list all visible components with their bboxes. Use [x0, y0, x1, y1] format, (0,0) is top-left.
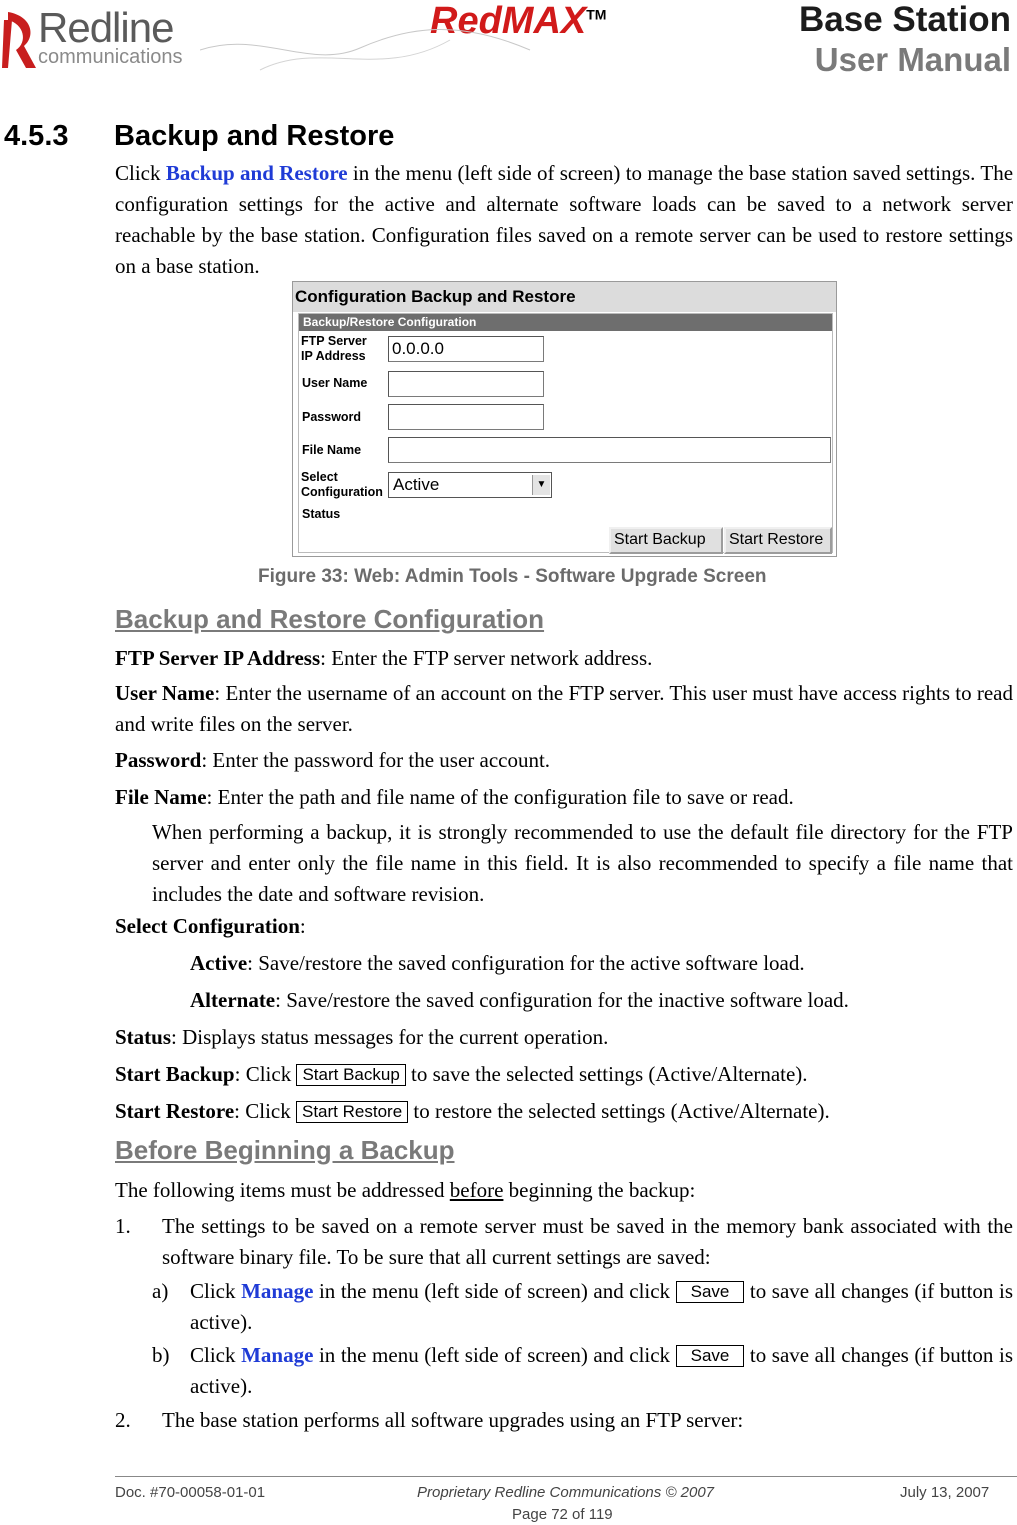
inline-start-restore-button[interactable]: Start Restore — [296, 1101, 408, 1123]
header-decoration — [200, 10, 760, 80]
manual-title: Base Station User Manual — [799, 0, 1011, 78]
item-2-text: The base station performs all software upgrades using an FTP server: — [162, 1408, 744, 1432]
user-name-label: User Name — [302, 376, 368, 390]
product-brand: RedMAX™ — [430, 0, 607, 42]
company-logo — [2, 2, 207, 74]
alternate-description: Alternate: Save/restore the saved configuration for the inactive software load. — [190, 988, 849, 1012]
item-b-text: Click Manage in the menu (left side of screen) and click Save to save all changes (if button is active). — [190, 1343, 1013, 1398]
section-heading: 4.5.3 Backup and Restore — [4, 120, 395, 152]
password-input[interactable] — [388, 404, 544, 430]
password-description: Password: Enter the password for the user account. — [115, 748, 551, 772]
status-label: Status — [302, 507, 341, 521]
manage-link[interactable]: Manage — [241, 1279, 314, 1303]
manage-link[interactable]: Manage — [241, 1343, 314, 1367]
file-note: When performing a backup, it is strongly recommended to use the default file directory for the FTP server and enter only the file name in this field. It is also recommended to specify a file name that includes the date and software revision. — [152, 820, 1013, 906]
item-1-number: 1. — [115, 1214, 131, 1238]
file-name-input[interactable] — [388, 437, 831, 463]
before-intro: The following items must be addressed before beginning the backup: — [115, 1178, 696, 1202]
password-label: Password — [302, 410, 362, 424]
user-description: User Name: Enter the username of an account on the FTP server. This user must have access rights to read and write files on the server. — [115, 681, 1013, 736]
figure-caption: Figure 33: Web: Admin Tools - Software Upgrade Screen — [258, 566, 767, 587]
start-restore-description: Start Restore: Click Start Restore to restore the selected settings (Active/Alternate). — [115, 1099, 830, 1123]
panel-section-bar: Backup/Restore Configuration — [299, 314, 832, 331]
logo-subtitle: communications — [38, 46, 183, 68]
panel-form — [298, 313, 833, 553]
config-select[interactable]: Active ▼ — [388, 472, 552, 498]
before-backup-heading: Before Beginning a Backup — [115, 1135, 455, 1165]
start-backup-button[interactable]: Start Backup — [609, 527, 723, 554]
backup-restore-panel — [292, 281, 837, 557]
page-number: Page 72 of 119 — [512, 1506, 613, 1523]
redline-swoosh-icon — [2, 6, 42, 74]
panel-title: Configuration Backup and Restore — [293, 282, 836, 312]
start-backup-description: Start Backup: Click Start Backup to save the selected settings (Active/Alternate). — [115, 1062, 808, 1086]
item-a-text: Click Manage in the menu (left side of screen) and click Save to save all changes (if button is active). — [190, 1279, 1013, 1334]
inline-save-button[interactable]: Save — [676, 1281, 745, 1303]
select-config-label: Select Configuration — [301, 470, 383, 499]
ftp-ip-input[interactable]: 0.0.0.0 — [388, 336, 544, 362]
ftp-label: FTP Server IP Address — [301, 334, 367, 363]
doc-date: July 13, 2007 — [900, 1484, 990, 1501]
proprietary-notice: Proprietary Redline Communications © 2007 — [417, 1484, 715, 1501]
inline-start-backup-button[interactable]: Start Backup — [296, 1064, 405, 1086]
item-b-label: b) — [152, 1343, 170, 1367]
ftp-description: FTP Server IP Address: Enter the FTP server network address. — [115, 646, 653, 670]
section-intro: Click Backup and Restore in the menu (left side of screen) to manage the base station saved settings. The configuration settings for the active and alternate software loads can be saved to a network server reachable by the base station. Configuration files saved on a remote server can be used to restore settings on a base station. — [115, 161, 1014, 278]
footer-divider — [115, 1476, 1017, 1477]
logo-wordmark: Redline — [38, 4, 174, 51]
config-heading: Backup and Restore Configuration — [115, 604, 545, 634]
select-description: Select Configuration: — [115, 914, 306, 938]
item-2-number: 2. — [115, 1408, 131, 1432]
file-name-label: File Name — [302, 443, 362, 457]
dropdown-arrow-icon: ▼ — [532, 475, 550, 495]
user-name-input[interactable] — [388, 371, 544, 397]
start-restore-button[interactable]: Start Restore — [724, 527, 832, 554]
active-description: Active: Save/restore the saved configuration for the active software load. — [190, 951, 805, 975]
item-a-label: a) — [152, 1279, 169, 1303]
inline-save-button[interactable]: Save — [676, 1345, 745, 1367]
backup-restore-link[interactable]: Backup and Restore — [165, 161, 348, 185]
doc-number: Doc. #70-00058-01-01 — [115, 1484, 266, 1501]
status-description: Status: Displays status messages for the current operation. — [115, 1025, 609, 1049]
file-description: File Name: Enter the path and file name of the configuration file to save or read. — [115, 785, 794, 809]
item-1-text: The settings to be saved on a remote server must be saved in the memory bank associated with the software binary file. To be sure that all current settings are saved: — [162, 1214, 1013, 1269]
